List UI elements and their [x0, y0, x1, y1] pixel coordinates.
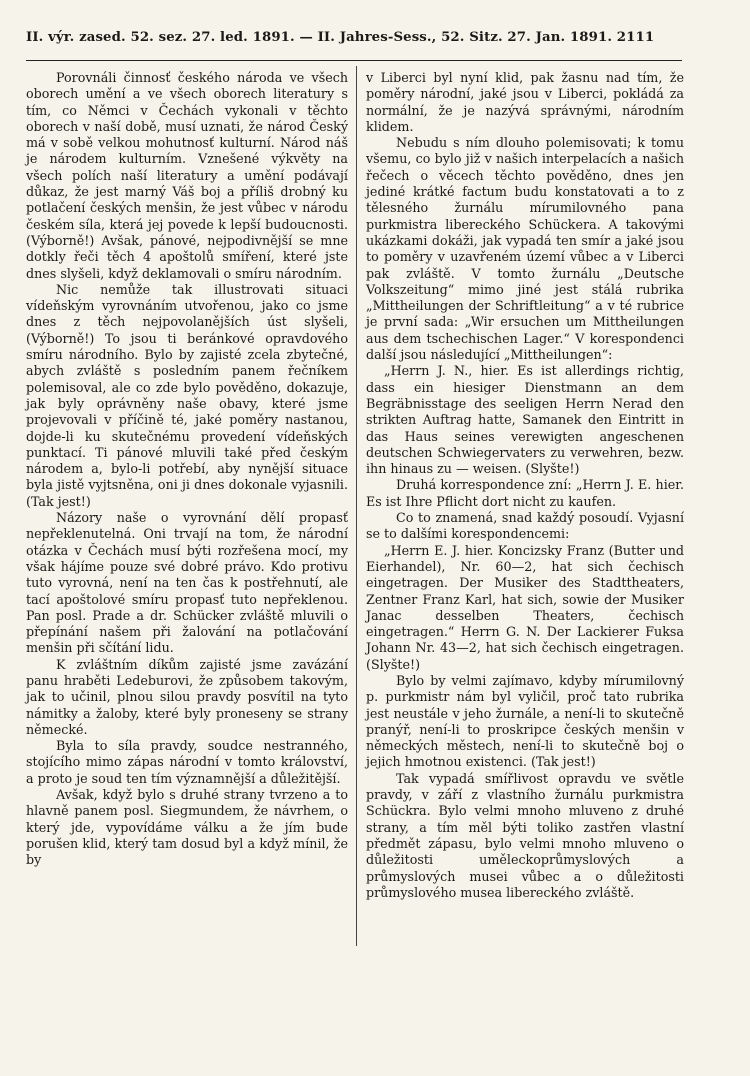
right-column [366, 70, 684, 901]
page-header: II. výr. zased. 52. sez. 27. led. 1891. — II. Jahres-Sess., 52. Sitz. 27. Jan. 1891. 2111 [26, 30, 655, 45]
paragraph: Druhá korrespondence zní: „Herrn J. E. hier. Es ist Ihre Pflicht dort nicht zu kaufen. [366, 477, 684, 509]
paragraph: Nebudu s ním dlouho polemisovati; k tomu všemu, co bylo již v našich interpelacích a našich řečech o věcech těchto pověděno, dnes jen jediné krátké factum budu konstatovati a to z tělesného žurnálu mírumilovného pana purkmistra libereckého Schückera. A takovými ukázkami dokáži, jak vypadá ten smír a jaké jsou to poměry v uzavřeném území vůbec a v Liberci pak zvláště. V tomto žurnálu „Deutsche Volkszeitung“ mimo jiné jest stálá rubrika „Mittheilungen der Schriftleitung“ a v té rubrice je první sada: „Wir ersuchen um Mittheilungen aus dem tschechischen Lager.“ V korespondenci další jsou následující „Mittheilungen“: [366, 135, 684, 363]
quoted-correspondence: „Herrn E. J. hier. Koncizsky Franz (Butter und Eierhandel), Nr. 60—2, hat sich čechisch eingetragen. Der Musiker des Stadttheaters, Zentner Franz Karl, hat sich, sowie der Musiker Janac desselben Theaters, čechisch eingetragen.“ Herrn G. N. Der Lackierer Fuksa Johann Nr. 43—2, hat sich čechisch eingetragen. (Slyšte!) [366, 542, 684, 672]
left-column [26, 70, 348, 869]
paragraph: Tak vypadá smířlivost opravdu ve světle pravdy, v září z vlastního žurnálu purkmistra Schückra. Bylo velmi mnoho mluveno z druhé strany, a tím měl býti toliko zastřen vlastní předmět zápasu, bylo velmi mnoho mluveno o důležitosti uměleckoprůmyslových a průmyslových musei vůbec a o důležitosti průmyslového musea libereckého zvláště. [366, 770, 684, 900]
paragraph: Porovnáli činnosť českého národa ve všech oborech umění a ve všech oborech literatury s tím, co Němci v Čechách vykonali v těchto oborech v naší době, musí uznati, že národ Český má v sobě velkou mohutnosť kulturní. Národ náš je národem kulturním. Vznešené výkvěty na všech polích naší literatury a umění podávají důkaz, že jest marný Váš boj a příliš drobný ku potlačení českých menšin, že jest vůbec v národu českém síla, která jej povede k lepší budoucnosti. (Výborně!) Avšak, pánové, nejpodivnější se mne dotkly řeči těch 4 apoštolů smíření, které jste dnes slyšeli, když deklamovali o smíru národním. [26, 70, 348, 281]
paragraph: Avšak, když bylo s druhé strany tvrzeno a to hlavně panem posl. Siegmundem, že návrhem, o který jde, vypovídáme válku a že jím bude porušen klid, který tam dosud byl a když mínil, že by [26, 787, 348, 868]
paragraph: Názory naše o vyrovnání dělí propasť nepřeklenutelná. Oni trvají na tom, že národní otázka v Čechách musí býti rozřešena mocí, my však hájíme pouze své dobré právo. Kdo protivu tuto vyrovná, není na ten čas k postřehnutí, ale tací apoštolové smíru propasť tuto nepřeklenou. Pan posl. Prade a dr. Schücker zvláště mluvili o přepínání našem při žalování na potlačování menšin při sčítání lidu. [26, 510, 348, 656]
paragraph: K zvláštním díkům zajisté jsme zavázání panu hraběti Ledeburovi, že způsobem takovým, jak to učinil, plnou silou pravdy posvítil na tyto námitky a žaloby, které byly proneseny se strany německé. [26, 656, 348, 737]
paragraph: Bylo by velmi zajímavo, kdyby mírumilovný p. purkmistr nám byl vyličil, proč tato rubrika jest neustále v jeho žurnále, a není-li to skutečně pranýř, není-li to proskripce českých menšin v německých městech, není-li to skutečně boj o jejich hmotnou existenci. (Tak jest!) [366, 672, 684, 770]
header-rule [26, 60, 682, 61]
quoted-correspondence: „Herrn J. N., hier. Es ist allerdings richtig, dass ein hiesiger Dienstmann an dem Begräbnisstage des seeligen Herrn Nerad den strikten Auftrag hatte, Samanek den Eintritt in das Haus seines verewigten angeschenen deutschen Schwiegervaters zu verwehren, bezw. ihn hinaus zu — weisen. (Slyšte!) [366, 363, 684, 477]
paragraph: Byla to síla pravdy, soudce nestranného, stojícího mimo zápas národní v tomto království, a proto je soud ten tím významnější a důležitější. [26, 738, 348, 786]
paragraph: Nic nemůže tak illustrovati situaci vídeňským vyrovnáním utvořenou, jako co jsme dnes z těch nejpovolanějších úst slyšeli, (Výborně!) To jsou ti beránkové opravdového smíru národního. Bylo by zajisté zcela zbytečné, abych zvláště s posledním panem řečníkem polemisoval, ale co zde bylo pověděno, dokazuje, jak byly oprávněny naše obavy, které jsme projevovali v příčině té, jaké poměry nastanou, dojde-li ku skutečnému provedení vídeňských punktací. Ti pánové mluvili také před českým národem a, bylo-li potřebí, aby nynější situace byla jistě vyjtsněna, oni ji dnes dokonale vyjasnili. (Tak jest!) [26, 281, 348, 509]
column-divider [356, 66, 357, 946]
paragraph: v Liberci byl nyní klid, pak žasnu nad tím, že poměry národní, jaké jsou v Liberci, pokládá za normální, že je nazývá správnými, národním klidem. [366, 70, 684, 134]
paragraph: Co to znamená, snad každý posoudí. Vyjasní se to dalšími korespondencemi: [366, 510, 684, 542]
